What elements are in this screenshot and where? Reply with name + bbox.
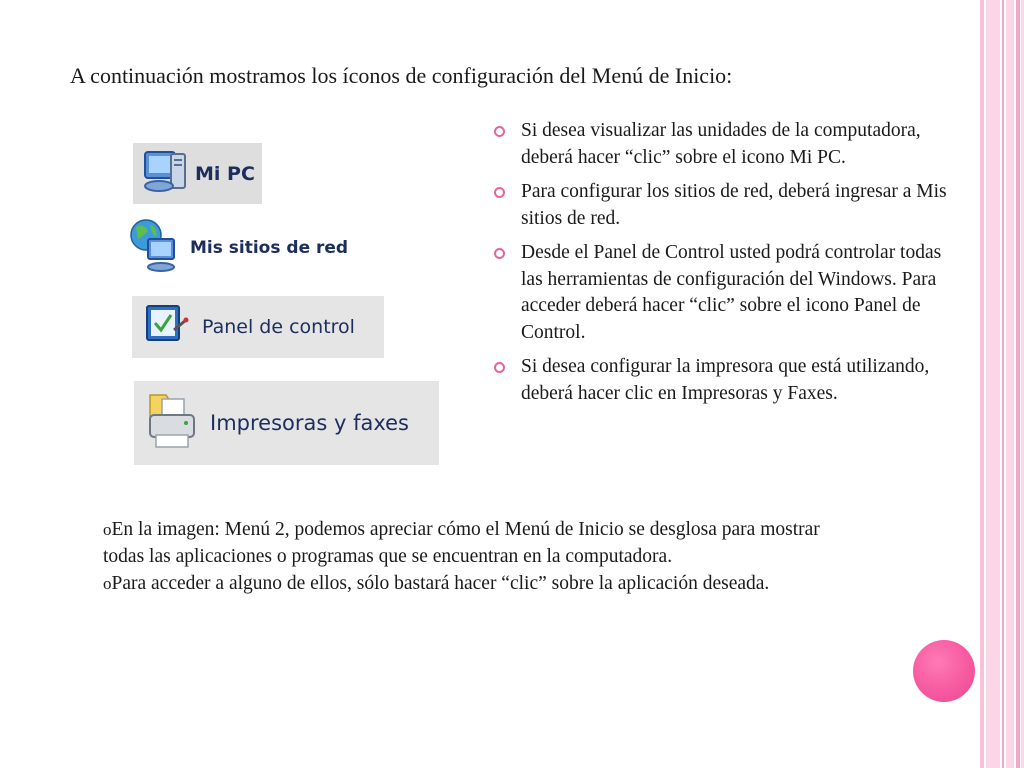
network-places-icon: [126, 217, 184, 280]
bullet-marker-icon: [494, 187, 505, 198]
icon-label: Panel de control: [202, 316, 355, 338]
icon-tile-mi-pc: [133, 143, 262, 204]
my-computer-icon: [141, 148, 189, 199]
note-marker: o: [103, 520, 112, 539]
list-item: [492, 118, 952, 171]
icon-tile-impresoras-y-faxes: [134, 381, 439, 465]
icon-label: Mi PC: [195, 162, 255, 185]
note-text: Para acceder a alguno de ellos, sólo bastará hacer “clic” sobre la aplicación deseada.: [111, 573, 770, 594]
decorative-stripes: [980, 0, 1024, 768]
list-item: [492, 179, 952, 232]
printers-faxes-icon: [144, 391, 200, 456]
note-text: En la imagen: Menú 2, podemos apreciar cómo el Menú de Inicio se desglosa para mostrar todas las aplicaciones o programas que se encuentran en la computadora.: [103, 519, 820, 567]
icon-label: Mis sitios de red: [190, 238, 349, 258]
list-item-text: Desde el Panel de Control usted podrá controlar todas las herramientas de configuración del Windows. Para acceder deberá hacer “clic” sobre el icono Panel de Control.: [521, 242, 942, 343]
bottom-notes: [103, 516, 843, 597]
bullet-list: [492, 118, 952, 415]
intro-text: A continuación mostramos los íconos de configuración del Menú de Inicio:: [70, 63, 733, 88]
list-item: [492, 240, 952, 346]
bullet-marker-icon: [494, 362, 505, 373]
note-paragraph: [103, 516, 843, 570]
icon-tile-mis-sitios-de-red: [126, 218, 358, 278]
decorative-circle: [913, 640, 975, 702]
bullet-marker-icon: [494, 126, 505, 137]
note-paragraph: [103, 570, 843, 597]
list-item-text: Si desea visualizar las unidades de la computadora, deberá hacer “clic” sobre el icono Mi PC.: [521, 120, 921, 168]
note-marker: o: [103, 574, 112, 593]
icon-tile-panel-de-control: [132, 296, 384, 358]
bullet-marker-icon: [494, 248, 505, 259]
list-item: [492, 354, 952, 407]
icon-label: Impresoras y faxes: [210, 411, 409, 435]
control-panel-icon: [144, 302, 190, 353]
list-item-text: Si desea configurar la impresora que está utilizando, deberá hacer clic en Impresoras y Faxes.: [521, 356, 930, 404]
list-item-text: Para configurar los sitios de red, deberá ingresar a Mis sitios de red.: [521, 181, 947, 229]
